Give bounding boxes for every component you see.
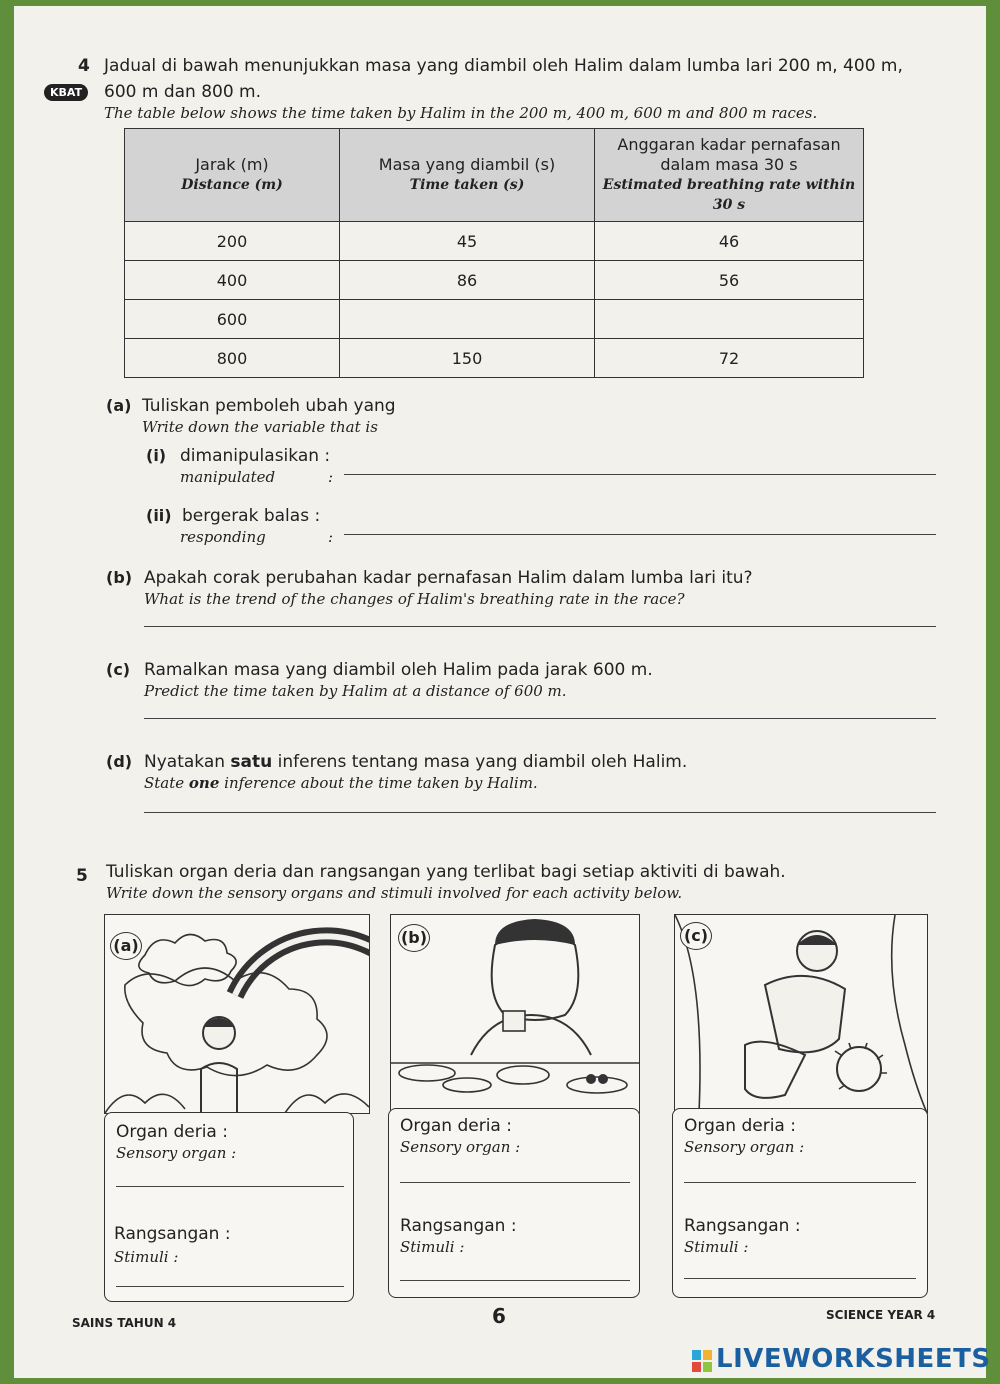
- footer-right: SCIENCE YEAR 4: [826, 1308, 936, 1322]
- stimuli-answer-line-b[interactable]: [400, 1280, 630, 1281]
- answer-line-a-ii[interactable]: [344, 534, 936, 535]
- part-d-my: Nyatakan satu inferens tentang masa yang diambil oleh Halim.: [144, 752, 688, 772]
- part-a-ii-my: bergerak balas :: [182, 506, 321, 526]
- part-c-en: Predict the time taken by Halim at a distance of 600 m.: [144, 682, 567, 700]
- table-row: 200 45 46: [125, 222, 864, 261]
- question-4-intro-my: Jadual di bawah menunjukkan masa yang diambil oleh Halim dalam lumba lari 200 m, 400 m,: [104, 56, 903, 76]
- organ-label-en-b: Sensory organ :: [400, 1138, 521, 1156]
- part-c-my: Ramalkan masa yang diambil oleh Halim pada jarak 600 m.: [144, 660, 653, 680]
- blank-rate-cell[interactable]: [595, 300, 864, 339]
- kbat-badge: KBAT: [44, 84, 88, 101]
- stimuli-label-en-c: Stimuli :: [684, 1238, 749, 1256]
- panel-b-label: (b): [398, 924, 430, 952]
- stimuli-label-en-a: Stimuli :: [114, 1248, 179, 1266]
- blank-time-cell[interactable]: [340, 300, 595, 339]
- stimuli-label-c: Rangsangan :: [684, 1216, 801, 1236]
- part-a-i-en: manipulated: [180, 468, 276, 486]
- stimuli-answer-line-c[interactable]: [684, 1278, 916, 1279]
- part-c-label: (c): [106, 660, 131, 679]
- footer-left: SAINS TAHUN 4: [72, 1316, 177, 1330]
- part-a-label: (a): [106, 396, 132, 415]
- activity-panel-a: [104, 914, 370, 1114]
- header-breathing-rate: Anggaran kadar pernafasan dalam masa 30 s Estimated breathing rate within 30 s: [595, 129, 864, 222]
- stimuli-label-b: Rangsangan :: [400, 1216, 517, 1236]
- part-a-i-label: (i): [146, 446, 167, 465]
- table-row: 400 86 56: [125, 261, 864, 300]
- question-5-number: 5: [76, 866, 88, 886]
- part-d-label: (d): [106, 752, 133, 771]
- part-a-i-my: dimanipulasikan :: [180, 446, 331, 466]
- answer-box-c: [672, 1108, 928, 1298]
- boy-rainbow-illustration: [105, 915, 369, 1113]
- organ-answer-line-c[interactable]: [684, 1182, 916, 1183]
- header-time: Masa yang diambil (s) Time taken (s): [340, 129, 595, 222]
- question-5-my: Tuliskan organ deria dan rangsangan yang terlibat bagi setiap aktiviti di bawah.: [106, 862, 786, 882]
- answer-line-c[interactable]: [144, 718, 936, 719]
- table-row: 600: [125, 300, 864, 339]
- organ-label-a: Organ deria :: [116, 1122, 228, 1142]
- part-a-en: Write down the variable that is: [142, 418, 378, 436]
- part-a-ii-en: responding: [180, 528, 266, 546]
- activity-panel-c: [674, 914, 928, 1114]
- liveworksheets-logo: [692, 1344, 991, 1376]
- answer-line-a-i[interactable]: [344, 474, 936, 475]
- organ-label-c: Organ deria :: [684, 1116, 796, 1136]
- organ-label-en-c: Sensory organ :: [684, 1138, 805, 1156]
- colon: :: [328, 528, 334, 546]
- watermark-text: LIVEWORKSHEETS: [716, 1344, 991, 1374]
- part-a-ii-label: (ii): [146, 506, 172, 525]
- part-b-en: What is the trend of the changes of Halim's breathing rate in the race?: [144, 590, 685, 608]
- question-5-en: Write down the sensory organs and stimuli involved for each activity below.: [106, 884, 683, 902]
- organ-label-en-a: Sensory organ :: [116, 1144, 237, 1162]
- table-header-row: [125, 129, 864, 222]
- panel-a-label: (a): [110, 932, 142, 960]
- stimuli-answer-line-a[interactable]: [116, 1286, 344, 1287]
- organ-answer-line-a[interactable]: [116, 1186, 344, 1187]
- race-time-table: [124, 128, 864, 378]
- header-distance: Jarak (m) Distance (m): [125, 129, 340, 222]
- part-a-my: Tuliskan pemboleh ubah yang: [142, 396, 396, 416]
- panel-c-label: (c): [680, 922, 712, 950]
- stimuli-label-a: Rangsangan :: [114, 1224, 231, 1244]
- part-b-my: Apakah corak perubahan kadar pernafasan Halim dalam lumba lari itu?: [144, 568, 753, 588]
- part-d-en: State one inference about the time taken by Halim.: [144, 774, 538, 792]
- man-durian-illustration: [675, 915, 927, 1113]
- girl-eating-illustration: [391, 915, 639, 1113]
- answer-line-d[interactable]: [144, 812, 936, 813]
- table-row: 800 150 72: [125, 339, 864, 378]
- part-b-label: (b): [106, 568, 133, 587]
- answer-box-b: [388, 1108, 640, 1298]
- question-4-intro-en: The table below shows the time taken by Halim in the 200 m, 400 m, 600 m and 800 m races.: [104, 104, 818, 122]
- liveworksheets-icon: [692, 1350, 712, 1374]
- question-4-number: 4: [78, 56, 90, 76]
- colon: :: [328, 468, 334, 486]
- organ-answer-line-b[interactable]: [400, 1182, 630, 1183]
- page-number: 6: [492, 1304, 506, 1328]
- answer-line-b[interactable]: [144, 626, 936, 627]
- organ-label-b: Organ deria :: [400, 1116, 512, 1136]
- question-4-intro-my-2: 600 m dan 800 m.: [104, 82, 262, 102]
- stimuli-label-en-b: Stimuli :: [400, 1238, 465, 1256]
